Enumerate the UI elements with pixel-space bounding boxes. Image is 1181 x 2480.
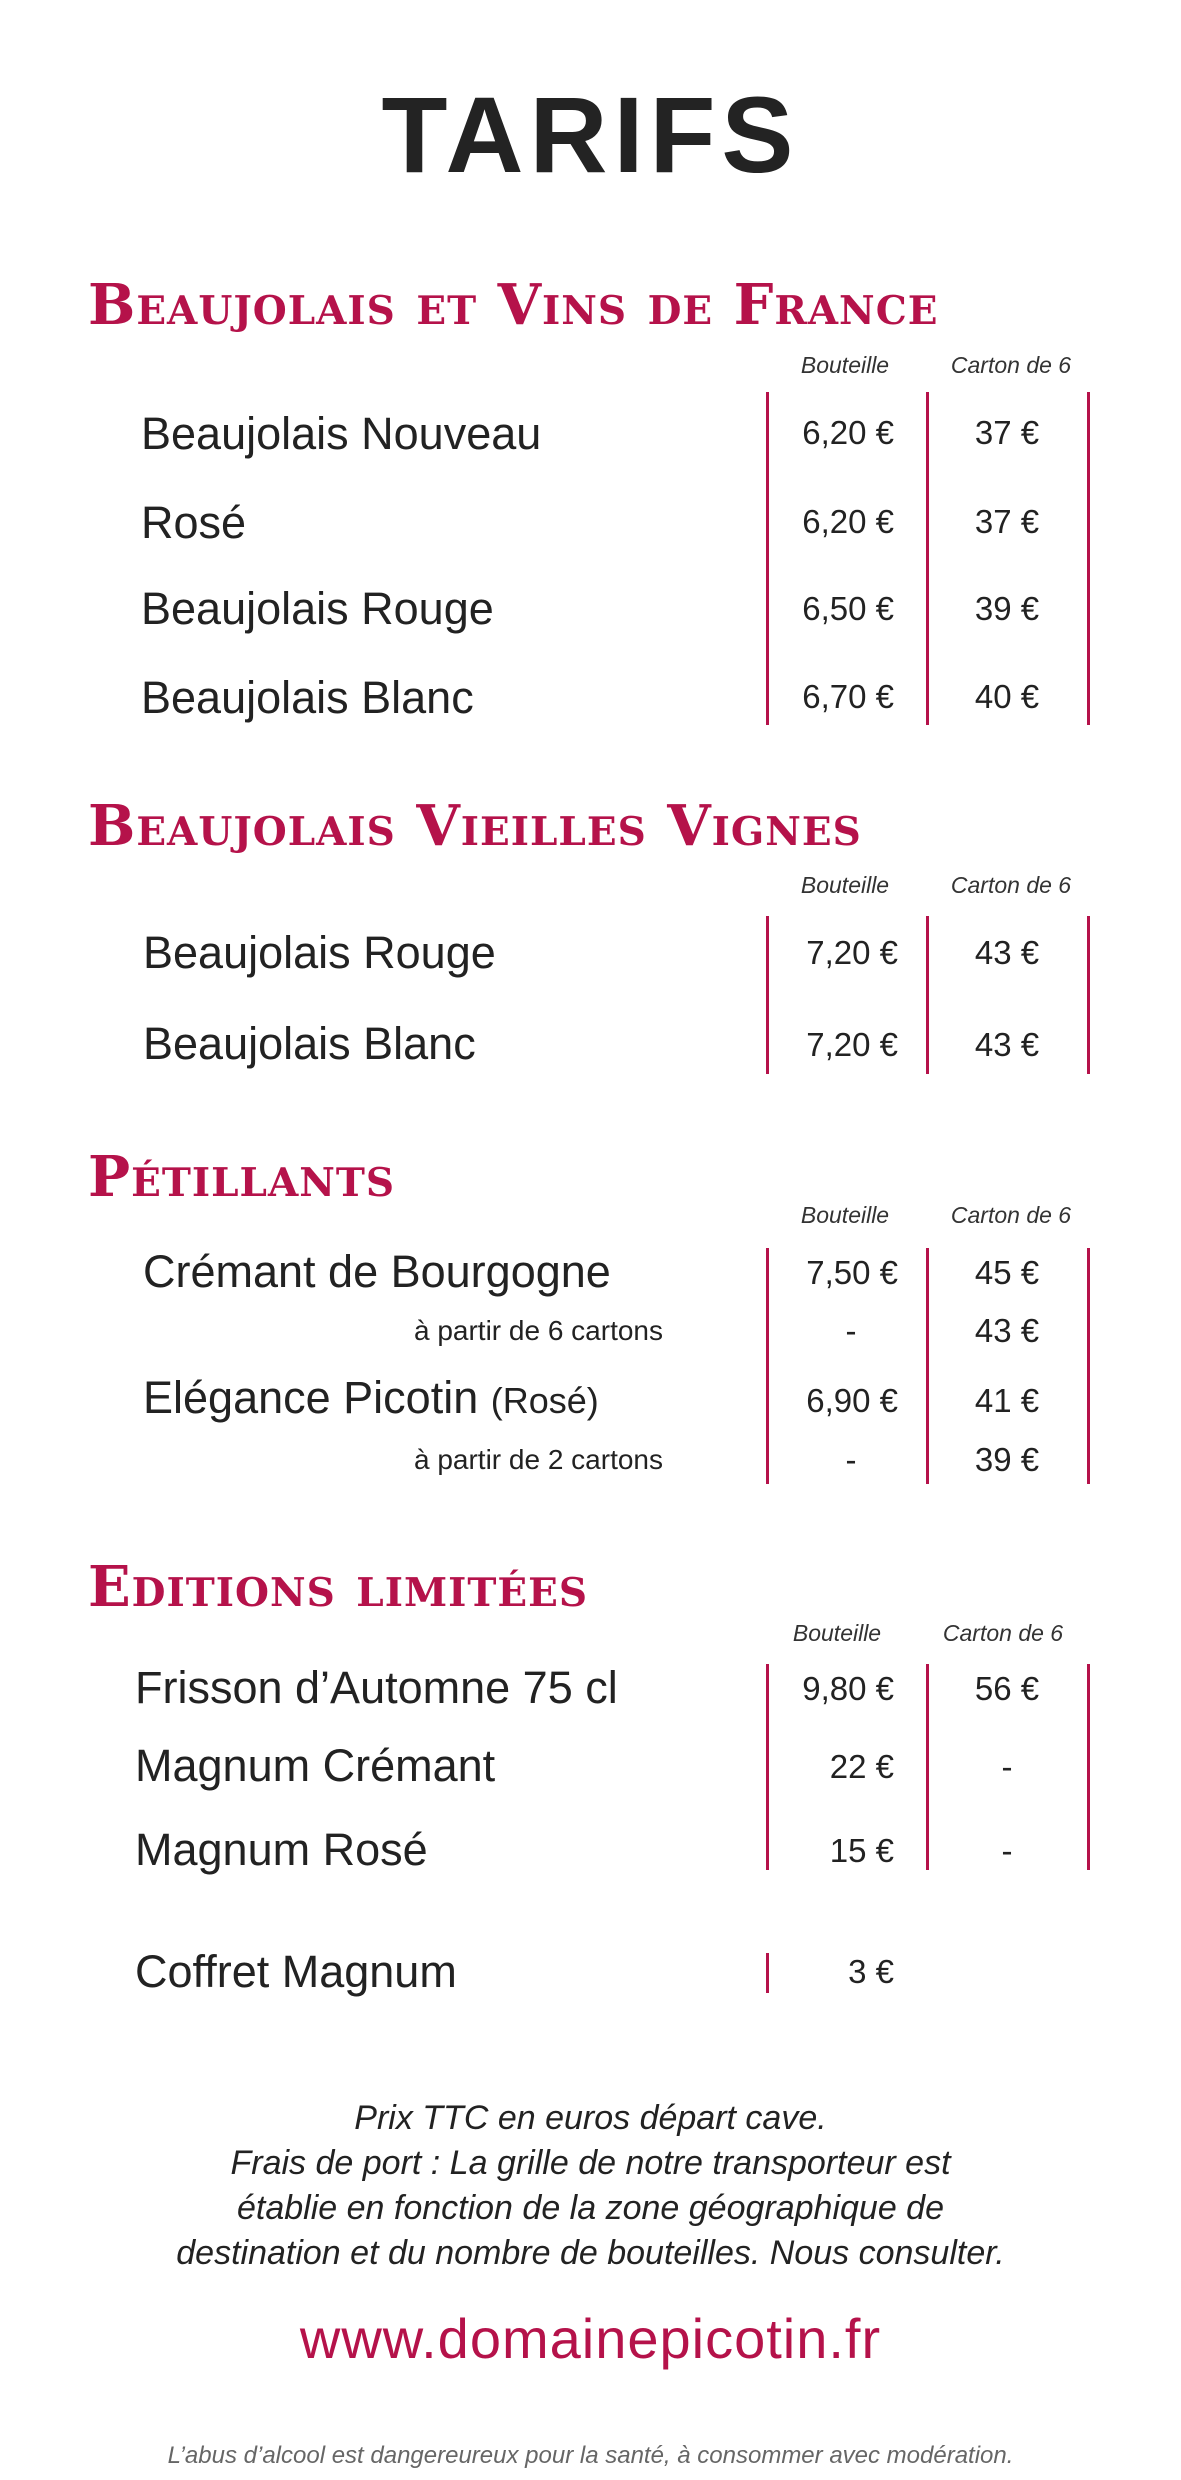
column-divider <box>766 392 769 725</box>
price-bouteille: 6,20 € <box>802 414 894 451</box>
wine-name: Beaujolais Rouge <box>143 927 496 978</box>
column-divider <box>766 1953 769 1993</box>
price-carton: 37 € <box>974 503 1040 540</box>
price-carton: 39 € <box>974 590 1040 627</box>
col-header-bouteille: Bouteille <box>800 1202 890 1228</box>
column-divider <box>766 1664 769 1870</box>
price-bouteille: 6,70 € <box>802 678 894 715</box>
footer-line: destination et du nombre de bouteilles. Nous consulter. <box>176 2234 1005 2272</box>
price-carton: 43 € <box>974 1026 1040 1063</box>
section-title-beaujolais-vins-de-france: Beaujolais et Vins de France <box>88 272 939 338</box>
wine-name: Beaujolais Rouge <box>141 583 494 634</box>
wine-name: Beaujolais Nouveau <box>141 408 542 459</box>
section-title-petillants: Pétillants <box>88 1144 396 1210</box>
wine-name: Coffret Magnum <box>135 1946 457 1997</box>
col-header-carton: Carton de 6 <box>950 872 1072 898</box>
price-carton: 39 € <box>974 1441 1040 1478</box>
wine-name: Magnum Crémant <box>135 1740 496 1791</box>
wine-name: Beaujolais Blanc <box>143 1018 476 1069</box>
wine-name: Magnum Rosé <box>135 1824 428 1875</box>
price-carton: 37 € <box>974 414 1040 451</box>
price-bouteille: 6,90 € <box>806 1382 898 1419</box>
footer-note <box>60 2096 1121 2276</box>
wine-name: Beaujolais Blanc <box>141 672 474 723</box>
volume-discount-note: à partir de 6 cartons <box>413 1315 663 1346</box>
wine-name: Elégance Picotin (Rosé) <box>143 1372 599 1423</box>
page-title: TARIFS <box>381 74 800 195</box>
price-bouteille: 7,50 € <box>806 1254 898 1291</box>
footer-line: Frais de port : La grille de notre transporteur est <box>230 2144 951 2182</box>
price-bouteille: 3 € <box>848 1953 894 1990</box>
col-header-bouteille: Bouteille <box>800 352 890 378</box>
price-bouteille: 7,20 € <box>806 934 898 971</box>
col-header-carton: Carton de 6 <box>942 1620 1064 1646</box>
price-carton: 41 € <box>974 1382 1040 1419</box>
price-bouteille: 6,50 € <box>802 590 894 627</box>
price-bouteille: 6,20 € <box>802 503 894 540</box>
column-divider <box>1087 1664 1090 1870</box>
price-bouteille: 22 € <box>829 1748 894 1785</box>
column-divider <box>1087 1248 1090 1484</box>
col-header-carton: Carton de 6 <box>950 352 1072 378</box>
price-carton: 43 € <box>974 1312 1040 1349</box>
price-carton: 56 € <box>974 1670 1040 1707</box>
column-divider <box>766 1248 769 1484</box>
price-bouteille: - <box>845 1441 857 1478</box>
price-carton: - <box>1001 1832 1013 1869</box>
health-warning: L’abus d’alcool est dangereureux pour la santé, à consommer avec modération. <box>167 2442 1014 2469</box>
section-title-vieilles-vignes: Beaujolais Vieilles Vignes <box>88 793 862 859</box>
price-bouteille: 9,80 € <box>802 1670 894 1707</box>
wine-name: Frisson d’Automne 75 cl <box>135 1662 618 1713</box>
price-carton: 45 € <box>974 1254 1040 1291</box>
col-header-bouteille: Bouteille <box>792 1620 882 1646</box>
wine-name: Crémant de Bourgogne <box>143 1246 611 1297</box>
price-carton: - <box>1001 1748 1013 1785</box>
volume-discount-note: à partir de 2 cartons <box>413 1444 663 1475</box>
price-carton: 43 € <box>974 934 1040 971</box>
footer-line: Prix TTC en euros départ cave. <box>354 2099 827 2137</box>
wine-name: Rosé <box>141 497 247 548</box>
wine-name-suffix: (Rosé) <box>490 1380 599 1421</box>
footer-line: établie en fonction de la zone géographique de <box>236 2189 944 2227</box>
website-link[interactable]: www.domainepicotin.fr <box>299 2307 882 2370</box>
price-bouteille: - <box>845 1312 857 1349</box>
column-divider <box>1087 916 1090 1074</box>
column-divider <box>1087 392 1090 725</box>
price-bouteille: 7,20 € <box>806 1026 898 1063</box>
col-header-carton: Carton de 6 <box>950 1202 1072 1228</box>
column-divider <box>766 916 769 1074</box>
price-carton: 40 € <box>974 678 1040 715</box>
price-bouteille: 15 € <box>829 1832 894 1869</box>
col-header-bouteille: Bouteille <box>800 872 890 898</box>
section-title-editions-limitees: Editions limitées <box>88 1554 589 1620</box>
